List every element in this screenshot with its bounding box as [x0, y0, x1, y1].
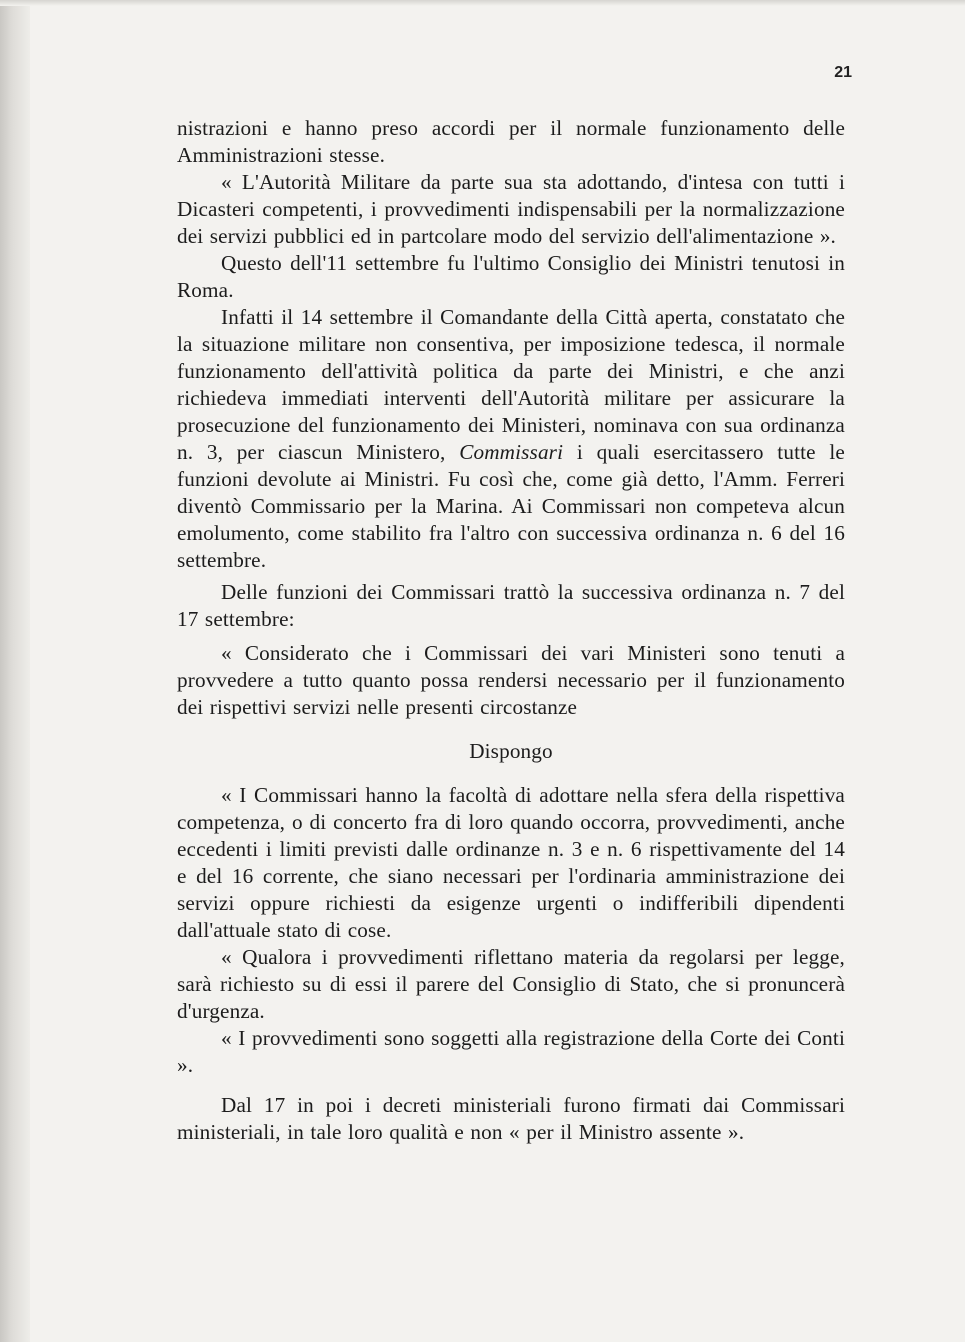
paragraph-10: Dal 17 in poi i decreti ministeriali furono firmati dai Commissari ministeriali, in tale loro qualità e non « per il Ministro assente ». [177, 1093, 845, 1144]
paragraph-2: « L'Autorità Militare da parte sua sta adottando, d'intesa con tutti i Dicasteri competenti, i provvedimenti indispensabili per la normalizzazione dei servizi pubblici ed in partcolare modo del servizio dell'alimentazione ». [177, 170, 845, 248]
section-heading: Dispongo [469, 739, 553, 763]
paragraph-7: « I Commissari hanno la facoltà di adottare nella sfera della rispettiva competenza, o di concerto fra di loro quando occorra, provvedimenti, anche eccedenti i limiti previsti dalle ordinanze n. 3 e n. 6 rispettivamente del 14 e del 16 corrente, che siano necessari per l'ordinaria amministrazione dei servizi oppure richiesti da esigenze urgenti o indifferibili dipendenti dall'attuale stato di cose. [177, 783, 845, 942]
page-body [177, 115, 845, 1146]
paragraph-4-text-a: Infatti il 14 settembre il Comandante della Città aperta, constatato che la situazione militare non consentiva, per imposizione tedesca, il normale funzionamento dell'attività politica da parte dei Ministri, e che anzi richiedeva immediati interventi dell'Autorità militare per assicurare la prosecuzione del funzionamento dei Ministeri, nominava con sua ordinanza n. 3, per ciascun Ministero, [177, 305, 845, 464]
page-number: 21 [834, 64, 852, 81]
scan-top-shadow [0, 0, 965, 6]
paragraph-5: Delle funzioni dei Commissari trattò la successiva ordinanza n. 7 del 17 settembre: [177, 580, 845, 631]
paragraph-4-italic-term: Commissari [459, 440, 564, 464]
paragraph-6: « Considerato che i Commissari dei vari Ministeri sono tenuti a provvedere a tutto quanto possa rendersi necessario per il funzionamento dei rispettivi servizi nelle presenti circostanze [177, 641, 845, 719]
paragraph-8: « Qualora i provvedimenti riflettano materia da regolarsi per legge, sarà richiesto su di essi il parere del Consiglio di Stato, che si pronuncerà d'urgenza. [177, 945, 845, 1023]
paragraph-1: nistrazioni e hanno preso accordi per il normale funzionamento delle Amministrazioni stesse. [177, 116, 845, 167]
scan-edge-shadow [0, 0, 30, 1342]
paragraph-4 [177, 304, 845, 574]
paragraph-4-text-b: i quali esercitassero tutte le funzioni devolute ai Ministri. Fu così che, come già detto, l'Amm. Ferreri diventò Commissario per la Marina. Ai Commissari non competeva alcun emolumento, come stabilito fra l'altro con successiva ordinanza n. 6 del 16 settembre. [177, 440, 845, 572]
paragraph-9: « I provvedimenti sono soggetti alla registrazione della Corte dei Conti ». [177, 1026, 845, 1077]
paragraph-3: Questo dell'11 settembre fu l'ultimo Consiglio dei Ministri tenutosi in Roma. [177, 251, 845, 302]
